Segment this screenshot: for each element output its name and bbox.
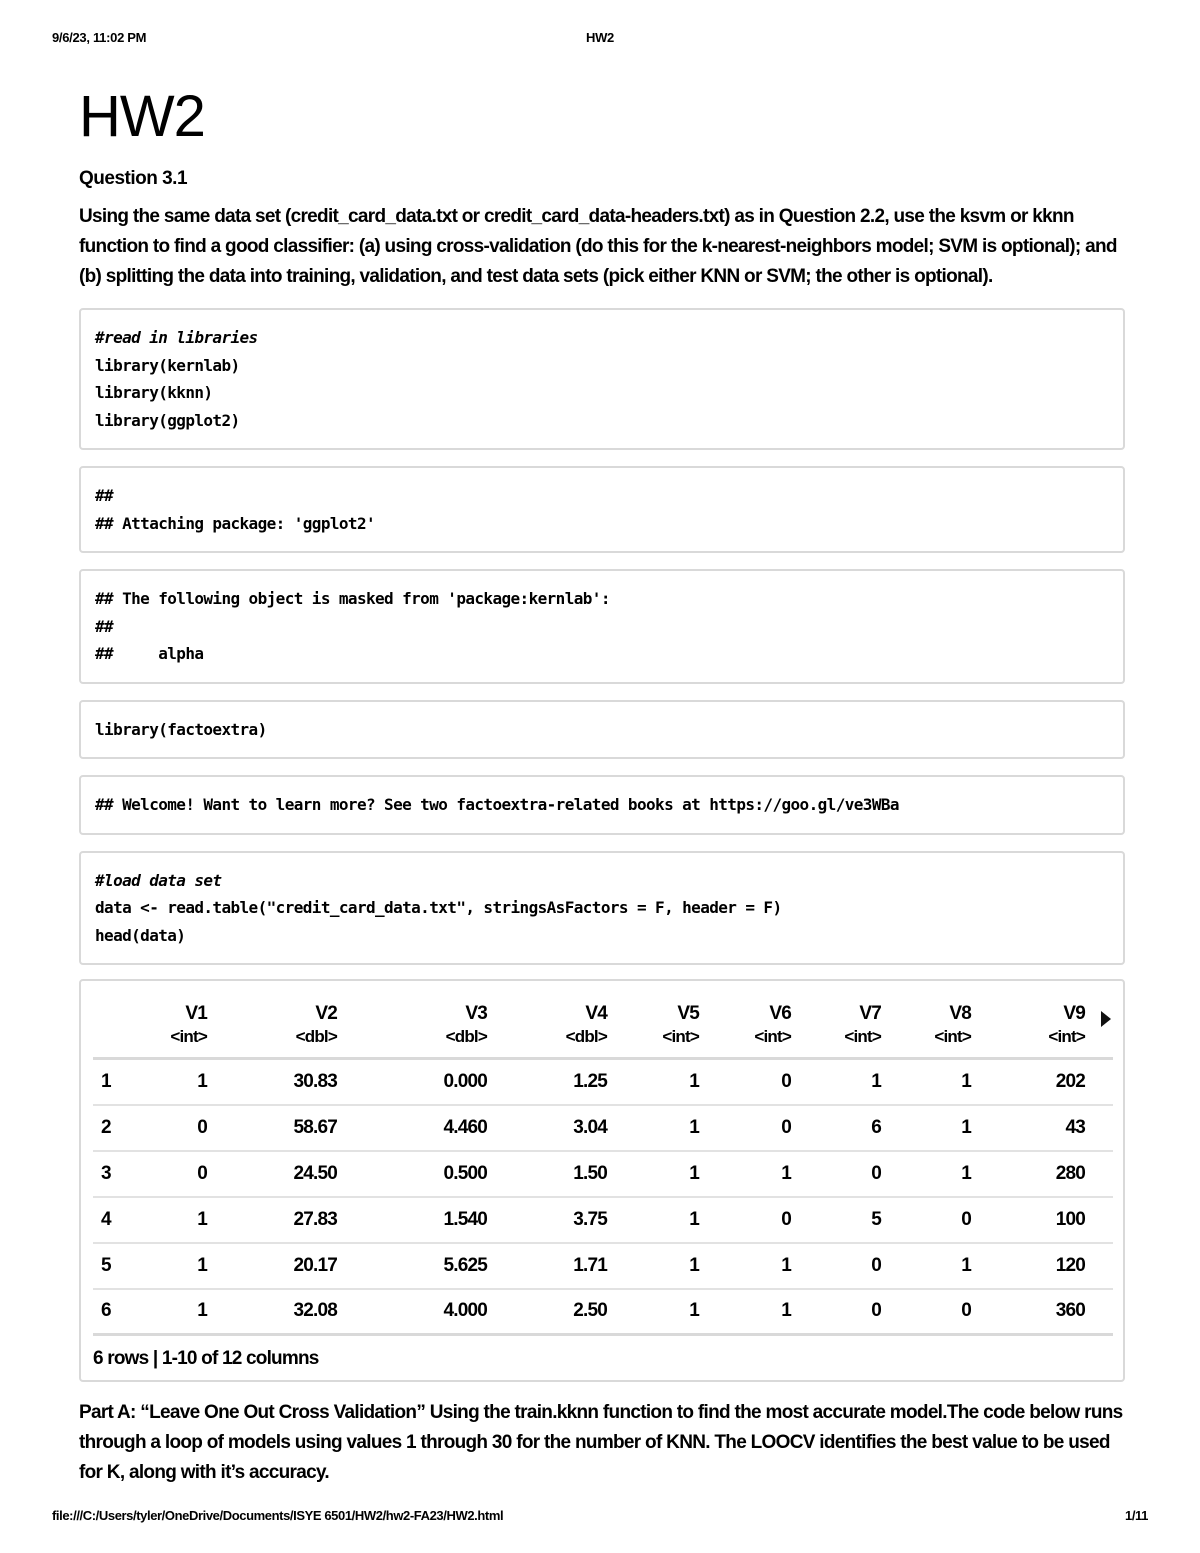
table-pagination-info: 6 rows | 1-10 of 12 columns bbox=[93, 1348, 319, 1369]
output-line: ## The following object is masked from 'package:kernlab': bbox=[95, 589, 610, 608]
table-cell: 0.500 bbox=[365, 1151, 515, 1197]
row-name: 4 bbox=[93, 1197, 145, 1243]
part-a-label: Part A: bbox=[79, 1402, 136, 1423]
output-line: ## Attaching package: 'ggplot2' bbox=[95, 513, 376, 533]
table-cell: 1 bbox=[635, 1289, 727, 1335]
table-cell: 32.08 bbox=[235, 1289, 365, 1335]
output-line: ## bbox=[95, 616, 114, 636]
table-cell: 1.71 bbox=[515, 1243, 635, 1289]
table-cell: 43 bbox=[999, 1105, 1113, 1151]
table-cell: 120 bbox=[999, 1243, 1113, 1289]
table-cell: 0 bbox=[819, 1289, 909, 1335]
table-cell: 1 bbox=[909, 1059, 999, 1105]
table-cell: 2.50 bbox=[515, 1289, 635, 1335]
table-cell: 1 bbox=[819, 1059, 909, 1105]
table-row bbox=[93, 1059, 1113, 1105]
data-frame-output bbox=[79, 979, 1125, 1382]
table-row bbox=[93, 1243, 1113, 1289]
table-cell: 0 bbox=[909, 1289, 999, 1335]
table-type-row bbox=[93, 1027, 1113, 1059]
table-row bbox=[93, 1105, 1113, 1151]
table-cell: 202 bbox=[999, 1059, 1113, 1105]
column-type: <int> bbox=[909, 1027, 999, 1059]
column-header[interactable]: V2 bbox=[315, 1003, 337, 1024]
print-file-path: file:///C:/Users/tyler/OneDrive/Documents/ISYE 6501/HW2/hw2-FA23/HW2.html bbox=[52, 1508, 504, 1523]
table-cell: 1 bbox=[145, 1289, 235, 1335]
column-type: <int> bbox=[819, 1027, 909, 1059]
table-cell: 1 bbox=[909, 1243, 999, 1289]
table-cell: 1 bbox=[635, 1151, 727, 1197]
code-block-libraries[interactable] bbox=[79, 308, 1125, 450]
column-type: <int> bbox=[727, 1027, 819, 1059]
table-cell: 30.83 bbox=[235, 1059, 365, 1105]
column-header[interactable]: V8 bbox=[949, 1003, 971, 1024]
column-header[interactable]: V4 bbox=[585, 1003, 607, 1024]
code-line: library(kernlab) bbox=[95, 355, 240, 375]
table-cell: 3.04 bbox=[515, 1105, 635, 1151]
code-block-load-data[interactable] bbox=[79, 851, 1125, 966]
table-cell: 0.000 bbox=[365, 1059, 515, 1105]
output-line: ## bbox=[95, 486, 114, 505]
table-cell: 27.83 bbox=[235, 1197, 365, 1243]
row-name-header bbox=[93, 991, 145, 1027]
table-cell: 1 bbox=[145, 1243, 235, 1289]
output-block-welcome[interactable] bbox=[79, 775, 1125, 835]
table-row bbox=[93, 1197, 1113, 1243]
row-name: 2 bbox=[93, 1105, 145, 1151]
table-cell: 1 bbox=[635, 1059, 727, 1105]
part-a-text bbox=[79, 1398, 1125, 1488]
table-cell: 1.50 bbox=[515, 1151, 635, 1197]
table-cell: 0 bbox=[727, 1105, 819, 1151]
row-name: 1 bbox=[93, 1059, 145, 1105]
table-cell: 6 bbox=[819, 1105, 909, 1151]
table-cell: 0 bbox=[909, 1197, 999, 1243]
column-header[interactable]: V7 bbox=[859, 1003, 881, 1024]
table-cell: 1 bbox=[635, 1243, 727, 1289]
table-cell: 100 bbox=[999, 1197, 1113, 1243]
row-name: 6 bbox=[93, 1289, 145, 1335]
row-name: 3 bbox=[93, 1151, 145, 1197]
column-type: <dbl> bbox=[235, 1027, 365, 1059]
table-cell: 4.000 bbox=[365, 1289, 515, 1335]
column-type: <int> bbox=[635, 1027, 727, 1059]
table-cell: 1 bbox=[909, 1151, 999, 1197]
column-type: <int> bbox=[145, 1027, 235, 1059]
table-cell: 5 bbox=[819, 1197, 909, 1243]
print-datetime: 9/6/23, 11:02 PM bbox=[52, 30, 147, 45]
column-header[interactable]: V5 bbox=[677, 1003, 699, 1024]
print-page-title: HW2 bbox=[586, 30, 614, 45]
output-block-attaching[interactable] bbox=[79, 466, 1125, 553]
table-cell: 5.625 bbox=[365, 1243, 515, 1289]
print-page-number: 1/11 bbox=[1125, 1508, 1148, 1523]
print-header bbox=[52, 30, 1148, 48]
table-cell: 1 bbox=[635, 1197, 727, 1243]
table-cell: 1 bbox=[727, 1151, 819, 1197]
table-cell: 58.67 bbox=[235, 1105, 365, 1151]
question-text: Using the same data set (credit_card_data.txt or credit_card_data-headers.txt) as in Question 2.2, use the ksvm or kknn function to find a good classifier: (a) using cross-validation (do this for the k-nearest-neighbors model; SVM is optional); and (b) splitting the data into training, validation, and test data sets (pick either KNN or SVM; the other is optional). bbox=[79, 206, 1117, 287]
table-row bbox=[93, 1151, 1113, 1197]
table-cell: 0 bbox=[727, 1197, 819, 1243]
table-cell: 3.75 bbox=[515, 1197, 635, 1243]
table-cell: 280 bbox=[999, 1151, 1113, 1197]
print-footer bbox=[52, 1508, 1148, 1526]
data-table bbox=[93, 991, 1113, 1336]
column-type: <int> bbox=[999, 1027, 1113, 1059]
column-header[interactable]: V6 bbox=[769, 1003, 791, 1024]
column-type: <dbl> bbox=[515, 1027, 635, 1059]
table-cell: 1 bbox=[145, 1197, 235, 1243]
column-type: <dbl> bbox=[365, 1027, 515, 1059]
output-line: ## Welcome! Want to learn more? See two factoextra-related books at https://goo.gl/ve3WBa bbox=[95, 795, 899, 814]
code-line: library(kknn) bbox=[95, 383, 213, 402]
table-cell: 1.540 bbox=[365, 1197, 515, 1243]
table-cell: 0 bbox=[145, 1151, 235, 1197]
table-cell: 0 bbox=[819, 1151, 909, 1197]
output-block-masked[interactable] bbox=[79, 569, 1125, 684]
question-heading: Question 3.1 bbox=[79, 168, 188, 189]
table-cell: 4.460 bbox=[365, 1105, 515, 1151]
column-header[interactable]: V3 bbox=[465, 1003, 487, 1024]
table-cell: 0 bbox=[727, 1059, 819, 1105]
table-cell: 0 bbox=[145, 1105, 235, 1151]
document-body bbox=[79, 84, 1125, 1488]
table-cell: 1 bbox=[909, 1105, 999, 1151]
output-line: ## alpha bbox=[95, 644, 204, 663]
next-columns-arrow-icon[interactable] bbox=[1101, 1011, 1111, 1027]
code-line: library(ggplot2) bbox=[95, 410, 240, 430]
table-row bbox=[93, 1289, 1113, 1335]
table-cell: 1 bbox=[727, 1243, 819, 1289]
table-cell: 1 bbox=[635, 1105, 727, 1151]
code-line: data <- read.table("credit_card_data.txt", stringsAsFactors = F, header = F) bbox=[95, 898, 782, 917]
code-line: library(factoextra) bbox=[95, 719, 267, 739]
table-cell: 1 bbox=[145, 1059, 235, 1105]
row-name: 5 bbox=[93, 1243, 145, 1289]
table-cell: 24.50 bbox=[235, 1151, 365, 1197]
page-title: HW2 bbox=[79, 84, 205, 149]
table-cell: 1 bbox=[727, 1289, 819, 1335]
table-cell: 0 bbox=[819, 1243, 909, 1289]
table-cell: 360 bbox=[999, 1289, 1113, 1335]
row-name-type bbox=[93, 1027, 145, 1059]
table-cell: 20.17 bbox=[235, 1243, 365, 1289]
code-block-factoextra[interactable] bbox=[79, 700, 1125, 760]
table-header-row bbox=[93, 991, 1113, 1027]
code-comment: #read in libraries bbox=[95, 328, 258, 347]
column-header[interactable]: V1 bbox=[185, 1003, 207, 1024]
column-header[interactable]: V9 bbox=[1063, 1003, 1085, 1024]
part-a-description: “Leave One Out Cross Validation” Using the train.kknn function to find the most accurate model.The code below runs through a loop of models using values 1 through 30 for the number of KNN. The LOOCV identifies the best value to be used for K, along with it’s accuracy. bbox=[79, 1402, 1123, 1483]
code-comment: #load data set bbox=[95, 870, 222, 890]
table-cell: 1.25 bbox=[515, 1059, 635, 1105]
code-line: head(data) bbox=[95, 925, 186, 945]
